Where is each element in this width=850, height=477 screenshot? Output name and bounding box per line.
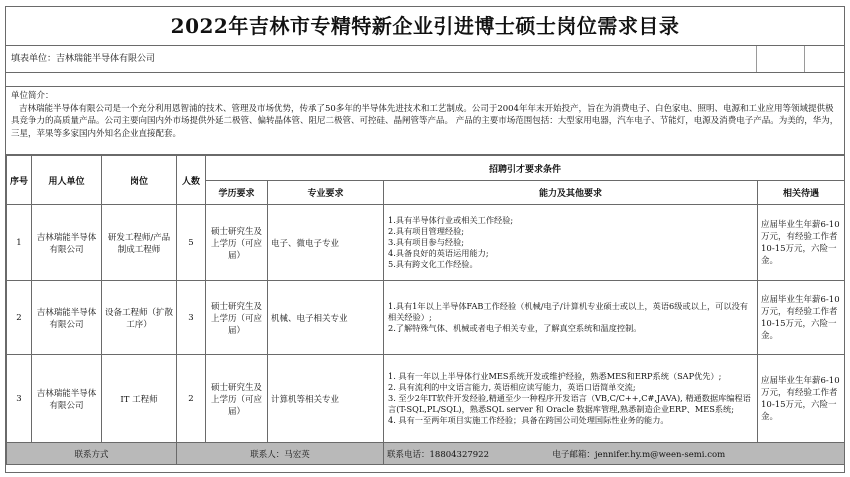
col-header-unit: 用人单位 — [32, 156, 102, 205]
intro-body: 吉林瑞能半导体有限公司是一个充分利用恩智浦的技术、管理及市场优势，传承了50多年的半导体先进技术和工艺制成。公司于2004年年末开始投产，旨在为消费电子、白色家电、照明、电源和工业应用等领域提供极具竞争力的高质量产品。公司主要向国内外市场提供外延二极管、偏转晶体管、阻尼二极管、可控硅、晶闸管等产品。 产品的主要市场范围包括：大型家用电器，汽车电子、节能灯，电源及消费电子产品。为美的，华为，三星，苹果等多家国内外知名企业直接配套。 — [11, 103, 839, 139]
col-header-no: 序号 — [7, 156, 32, 205]
requirement-item: 5.具有跨文化工作经验。 — [388, 259, 478, 269]
row-education: 硕士研究生及上学历（可应届） — [206, 205, 268, 281]
row-unit: 吉林瑞能半导体有限公司 — [32, 205, 102, 281]
requirement-item: 3.具有项目参与经验; — [388, 237, 465, 247]
row-count: 2 — [177, 355, 206, 443]
col-header-count: 人数 — [177, 156, 206, 205]
table-row — [7, 355, 845, 443]
row-unit: 吉林瑞能半导体有限公司 — [32, 355, 102, 443]
company-intro — [6, 87, 844, 155]
row-benefits: 应届毕业生年薪6-10万元，有经验工作者10-15万元，六险一金。 — [758, 355, 845, 443]
requirement-item: 1.具有1年以上半导体FAB工作经验（机械/电子/计算机专业硕士或以上，英语6级或以上，可以没有相关经验）; — [388, 301, 748, 322]
requirement-item: 1. 具有一年以上半导体行业MES系统开发或维护经验，熟悉MES和ERP系统（SAP优先）; — [388, 371, 722, 381]
requirement-item: 4. 具有一至两年项目实施工作经验；具备在跨国公司处理国际性业务的能力。 — [388, 415, 669, 425]
contact-details — [384, 443, 845, 465]
divider — [804, 46, 805, 72]
filler-row — [6, 46, 844, 73]
row-benefits: 应届毕业生年薪6-10万元，有经验工作者10-15万元，六险一金。 — [758, 281, 845, 355]
requirement-item: 1.具有半导体行业或相关工作经验; — [388, 215, 514, 225]
row-count: 5 — [177, 205, 206, 281]
col-header-conditions: 招聘引才要求条件 — [206, 156, 845, 181]
contact-row — [7, 443, 845, 465]
requirement-item: 2.具有项目管理经验; — [388, 226, 465, 236]
row-position: IT 工程师 — [102, 355, 177, 443]
filler-unit: 填表单位：吉林瑞能半导体有限公司 — [11, 54, 156, 64]
row-count: 3 — [177, 281, 206, 355]
positions-table — [6, 155, 845, 465]
row-requirements — [384, 355, 758, 443]
row-requirements — [384, 281, 758, 355]
contact-label: 联系方式 — [7, 443, 177, 465]
divider — [756, 46, 757, 72]
col-header-benefits: 相关待遇 — [758, 181, 845, 205]
row-education: 硕士研究生及上学历（可应届） — [206, 355, 268, 443]
col-header-education: 学历要求 — [206, 181, 268, 205]
row-requirements — [384, 205, 758, 281]
row-major: 电子、微电子专业 — [268, 205, 384, 281]
requirement-item: 3. 至少2年IT软件开发经验,精通至少一种程序开发语言（VB,C/C++,C#,JAVA), 精通数据库编程语言(T-SQL,PL/SQL)，熟悉SQL server 和 Oracle 数据库管理,熟悉制造企业ERP、MES系统; — [388, 393, 751, 414]
contact-person: 联系人：马宏英 — [177, 443, 384, 465]
contact-email[interactable]: 电子邮箱：jennifer.hy.m@ween-semi.com — [552, 449, 726, 460]
col-header-ability: 能力及其他要求 — [384, 181, 758, 205]
table-row — [7, 281, 845, 355]
row-major: 计算机等相关专业 — [268, 355, 384, 443]
row-position: 设备工程师（扩散工序） — [102, 281, 177, 355]
header-row — [7, 156, 845, 181]
intro-heading: 单位简介： — [11, 91, 54, 101]
requirement-item: 2. 具有流利的中文语言能力, 英语相应读写能力，英语口语简单交流; — [388, 382, 636, 392]
spacer-row — [6, 73, 844, 87]
row-no: 2 — [7, 281, 32, 355]
row-no: 3 — [7, 355, 32, 443]
col-header-position: 岗位 — [102, 156, 177, 205]
requirement-item: 4.具备良好的英语运用能力; — [388, 248, 489, 258]
row-major: 机械、电子相关专业 — [268, 281, 384, 355]
row-education: 硕士研究生及上学历（可应届） — [206, 281, 268, 355]
requirement-item: 2.了解特殊气体、机械或者电子相关专业，了解真空系统和温度控制。 — [388, 323, 642, 333]
row-unit: 吉林瑞能半导体有限公司 — [32, 281, 102, 355]
row-position: 研发工程师/产品制成工程师 — [102, 205, 177, 281]
row-benefits: 应届毕业生年薪6-10万元，有经验工作者10-15万元，六险一金。 — [758, 205, 845, 281]
recruitment-sheet — [5, 6, 845, 473]
contact-phone: 联系电话：18804327922 — [387, 449, 489, 460]
table-row — [7, 205, 845, 281]
row-no: 1 — [7, 205, 32, 281]
col-header-major: 专业要求 — [268, 181, 384, 205]
document-title: 2022年吉林市专精特新企业引进博士硕士岗位需求目录 — [6, 7, 844, 46]
